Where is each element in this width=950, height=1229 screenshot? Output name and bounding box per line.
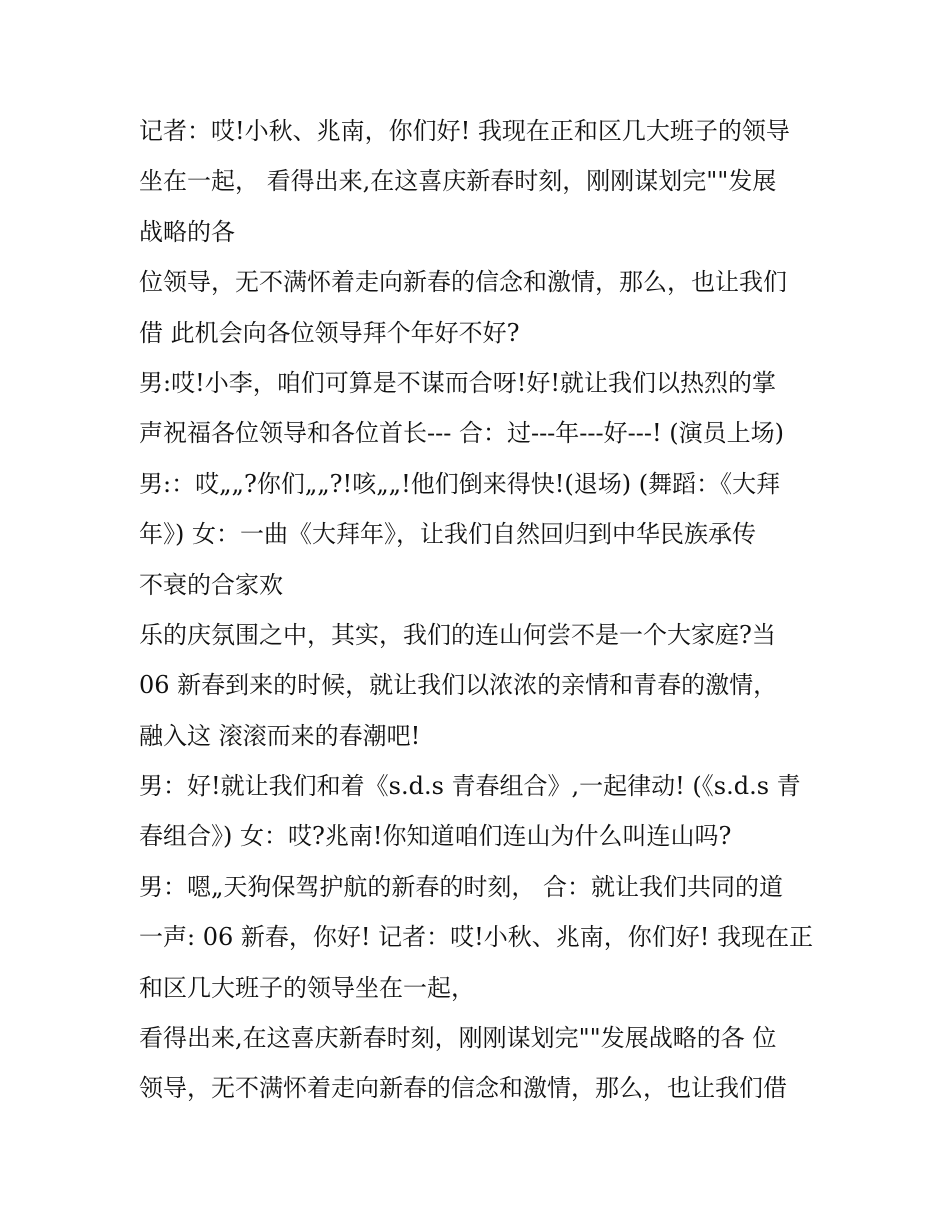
text-line: 乐的庆氛围之中，其实，我们的连山何尝不是一个大家庭?当 [139, 620, 776, 649]
text-line: 位领导，无不满怀着走向新春的信念和激情，那么，也让我们 [139, 268, 787, 297]
text-line: 男：好!就让我们和着《s.d.s 青春组合》,一起律动! (《s.d.s 青 [139, 772, 801, 801]
text-line: 融入这 滚滚而来的春潮吧! [139, 721, 421, 750]
text-line: 和区几大班子的领导坐在一起， [139, 973, 475, 1002]
text-line: 看得出来,在这喜庆新春时刻，刚刚谋划完""发展战略的各 位 [139, 1024, 777, 1053]
text-line: 男:哎!小李，咱们可算是不谋而合呀!好!就让我们以热烈的掌 [139, 368, 777, 397]
text-line: 春组合》) 女：哎?兆南!你知道咱们连山为什么叫连山吗? [139, 822, 732, 851]
text-line: 领导，无不满怀着走向新春的信念和激情，那么，也让我们借 [139, 1074, 787, 1103]
text-line: 一声: 06 新春，你好! 记者：哎!小秋、兆南，你们好! 我现在正 [139, 923, 814, 952]
text-line: 男：嗯„天狗保驾护航的新春的时刻， 合：就让我们共同的道 [139, 872, 784, 901]
text-line: 男:：哎„„?你们„„?!咳„„!他们倒来得快!(退场) (舞蹈：《大拜 [139, 469, 781, 498]
text-line: 不衰的合家欢 [139, 570, 283, 599]
text-line: 记者：哎!小秋、兆南，你们好! 我现在正和区几大班子的领导 [139, 117, 790, 145]
text-line: 战略的各 [139, 217, 235, 246]
document-body [139, 106, 829, 1114]
text-line: 借 此机会向各位领导拜个年好不好? [139, 318, 520, 347]
text-line: 声祝福各位领导和各位首长--- 合：过---年---好---! (演员上场) [139, 419, 784, 448]
text-line: 年》) 女：一曲《大拜年》，让我们自然回归到中华民族承传 [139, 520, 756, 549]
text-line: 06 新春到来的时候，就让我们以浓浓的亲情和青春的激情， [139, 671, 778, 700]
text-line: 坐在一起， 看得出来,在这喜庆新春时刻，刚刚谋划完""发展 [139, 167, 777, 196]
